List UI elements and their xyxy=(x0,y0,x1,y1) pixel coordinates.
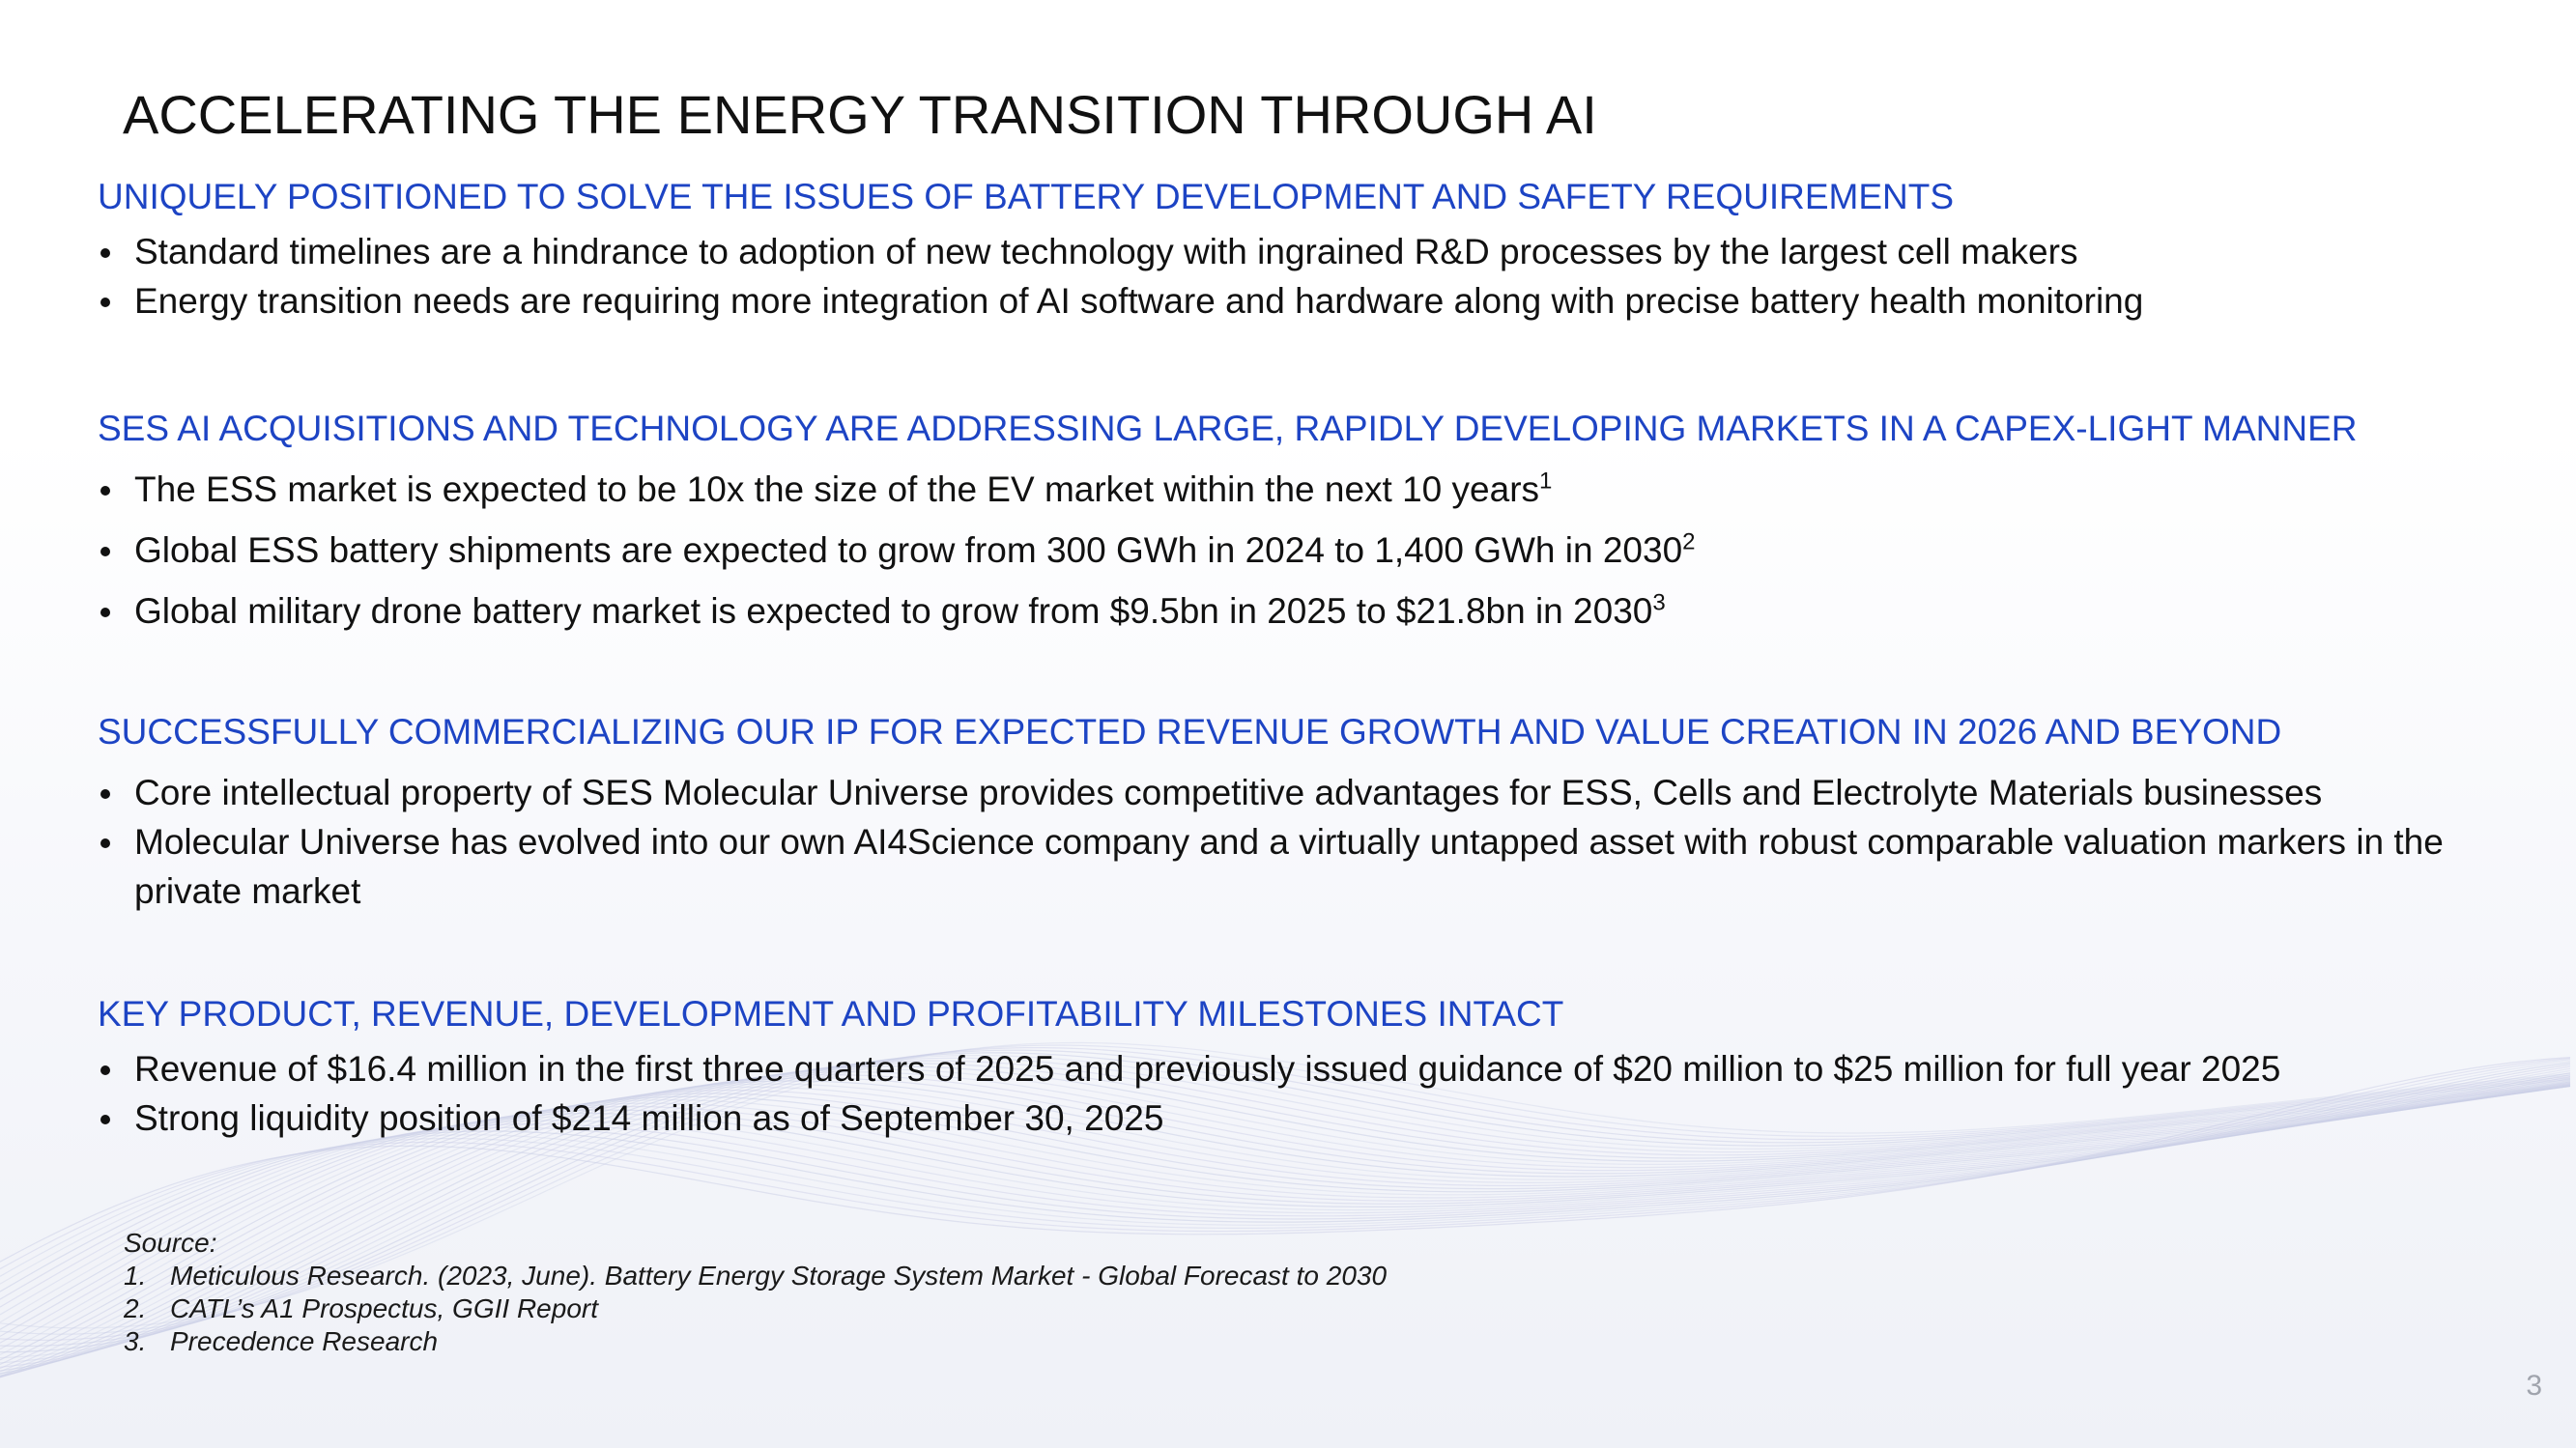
slide-title: ACCELERATING THE ENERGY TRANSITION THROUGH AI xyxy=(123,84,1597,145)
source-label: Source: xyxy=(124,1228,217,1258)
bullet-item: Strong liquidity position of $214 million as of September 30, 2025 xyxy=(98,1093,2552,1143)
bullet-item: Energy transition needs are requiring more integration of AI software and hardware along with precise battery health monitoring xyxy=(98,276,2552,326)
section-commercializing xyxy=(98,708,2552,916)
page-number: 3 xyxy=(2526,1370,2542,1402)
bullet-item xyxy=(98,459,2552,520)
bullet-item: Standard timelines are a hindrance to adoption of new technology with ingrained R&D processes by the largest cell makers xyxy=(98,227,2552,276)
section-heading: UNIQUELY POSITIONED TO SOLVE THE ISSUES OF BATTERY DEVELOPMENT AND SAFETY REQUIREMENTS xyxy=(98,177,1955,216)
bullet-item xyxy=(98,581,2552,641)
bullet-item: Core intellectual property of SES Molecular Universe provides competitive advantages for ESS, Cells and Electrolyte Materials businesses xyxy=(98,768,2552,817)
source-item xyxy=(124,1292,1387,1325)
source-footnotes xyxy=(124,1227,1387,1358)
source-item xyxy=(124,1260,1387,1292)
source-list xyxy=(124,1260,1387,1358)
bullet-list xyxy=(98,459,2552,641)
footnote-ref: 1 xyxy=(1539,468,1553,495)
section-milestones xyxy=(98,990,2552,1143)
section-heading: KEY PRODUCT, REVENUE, DEVELOPMENT AND PROFITABILITY MILESTONES INTACT xyxy=(98,994,1564,1034)
footnote-ref: 3 xyxy=(1652,589,1666,616)
source-number: 1. xyxy=(124,1261,147,1291)
footnote-ref: 2 xyxy=(1682,528,1696,555)
source-number: 3. xyxy=(124,1326,147,1356)
source-text: Precedence Research xyxy=(170,1326,439,1356)
bullet-list xyxy=(98,1044,2552,1143)
source-text: CATL’s A1 Prospectus, GGII Report xyxy=(170,1293,598,1323)
section-positioning xyxy=(98,173,2552,326)
section-markets xyxy=(98,405,2552,641)
section-heading: SUCCESSFULLY COMMERCIALIZING OUR IP FOR EXPECTED REVENUE GROWTH AND VALUE CREATION IN 2026 AND BEYOND xyxy=(98,712,2282,752)
bullet-text: The ESS market is expected to be 10x the size of the EV market within the next 10 years xyxy=(134,469,1540,509)
bullet-text: Global ESS battery shipments are expected to grow from 300 GWh in 2024 to 1,400 GWh in 2030 xyxy=(134,530,1683,570)
bullet-item: Molecular Universe has evolved into our own AI4Science company and a virtually untapped asset with robust comparable valuation markers in the private market xyxy=(98,817,2492,916)
bullet-text: Global military drone battery market is expected to grow from $9.5bn in 2025 to $21.8bn in 2030 xyxy=(134,591,1653,631)
bullet-item xyxy=(98,520,2552,581)
source-item xyxy=(124,1325,1387,1358)
source-text: Meticulous Research. (2023, June). Battery Energy Storage System Market - Global Forecast to 2030 xyxy=(170,1261,1388,1291)
source-number: 2. xyxy=(124,1293,147,1323)
section-heading: SES AI ACQUISITIONS AND TECHNOLOGY ARE ADDRESSING LARGE, RAPIDLY DEVELOPING MARKETS IN A CAPEX-LIGHT MANNER xyxy=(98,409,2358,448)
bullet-list xyxy=(98,768,2552,916)
bullet-item: Revenue of $16.4 million in the first three quarters of 2025 and previously issued guidance of $20 million to $25 million for full year 2025 xyxy=(98,1044,2552,1093)
bullet-list xyxy=(98,227,2552,326)
